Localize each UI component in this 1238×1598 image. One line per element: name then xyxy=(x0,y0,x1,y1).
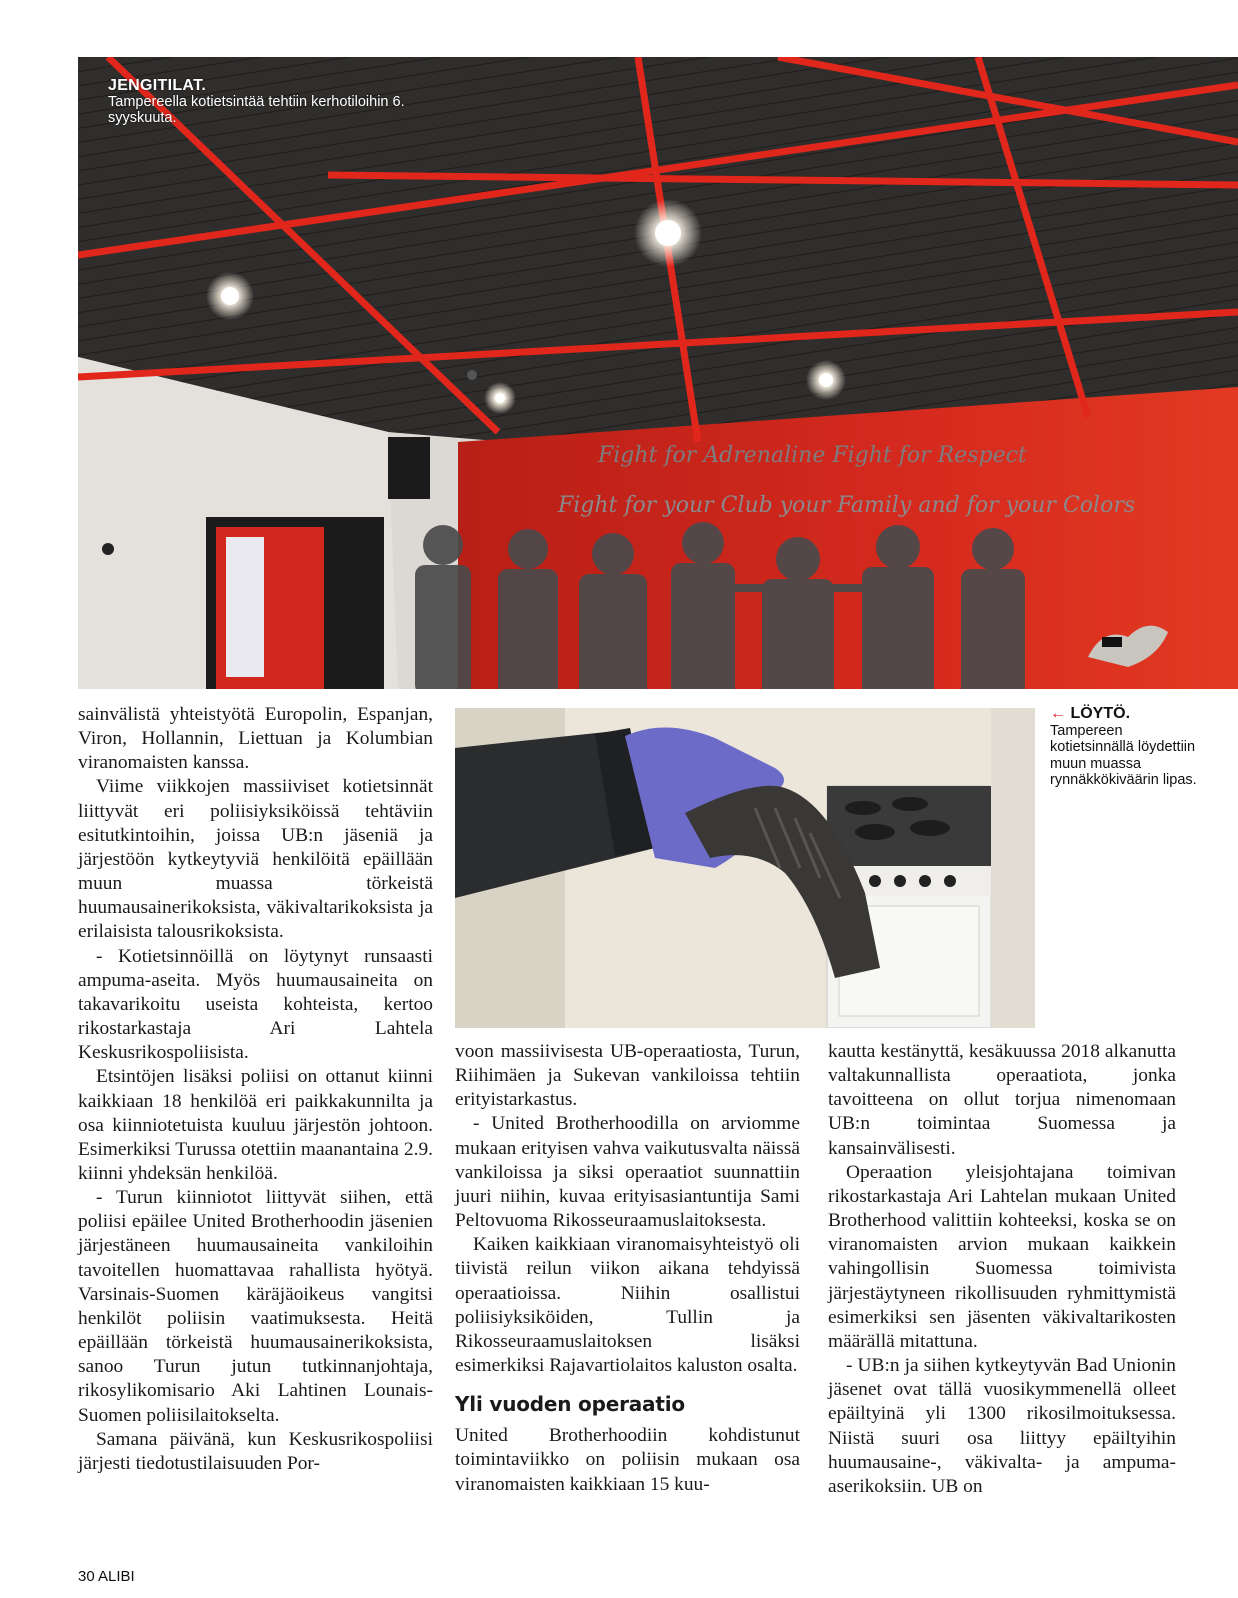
clubhouse-illustration xyxy=(78,57,1238,689)
paragraph: Etsintöjen lisäksi poliisi on ottanut kiinni kaikkiaan 18 henkilöä eri paikkakunnilta ja osa kiinniotetuista kuuluu järjestön johtoon. Esimerkiksi Turussa otettiin maanantaina 2.9. kiinni yhdeksän henkilöä. xyxy=(78,1066,433,1184)
paragraph: - Kotietsinnöillä on löytynyt runsaasti ampuma-aseita. Myös huumausaineita on takavarikoitu useista kohteista, kertoo rikostarkastaja Ari Lahtela Keskusrikospoliisista. xyxy=(78,945,433,1064)
article-column-3 xyxy=(828,1040,1176,1499)
paragraph: Kaiken kaikkiaan viranomaisyhteistyö oli tiivistä reilun viikon aikana tehdyissä operaatioissa. Niihin osallistui poliisiyksiköiden, Tullin ja Rikosseuraamuslaitoksen lisäksi esimerkiksi Rajavartiolaitos kaluston osalta. xyxy=(455,1234,800,1377)
arrow-left-icon: ← xyxy=(1050,705,1066,722)
photo-clubhouse xyxy=(78,57,1238,689)
caption-text: Tampereen kotietsinnällä löydettiin muun muassa rynnäkkökiväärin lipas. xyxy=(1050,722,1197,788)
paragraph: - United Brotherhoodilla on arviomme mukaan erityisen vahva vaikutusvalta näissä vankiloissa ja siksi operaatiot suunnattiin juuri niihin, kuvaa erityisasiantuntija Sami Peltovuoma Rikosseuraamuslaitoksesta. xyxy=(455,1113,800,1232)
caption-heading: LÖYTÖ. xyxy=(1070,705,1131,722)
paragraph: kautta kestänyttä, kesäkuussa 2018 alkanutta valtakunnallista operaatiota, jonka tavoitteena on ollut torjua nimenomaan UB:n toimintaa Suomessa ja kansainvälisesti. xyxy=(828,1041,1176,1159)
article-column-2 xyxy=(455,1040,800,1497)
article-column-1 xyxy=(78,703,433,1476)
paragraph: - Turun kiinniotot liittyvät siihen, että poliisi epäilee United Brotherhoodin jäsenien järjestäneen huumausaineita vankiloihin tavoitellen huomattavaa rahallista hyötyä. Varsinais-Suomen käräjäoikeus vangitsi henkilöt poliisin vaatimuksesta. Heitä epäillään törkeistä huumausainerikoksista, sanoo Turun jutun tutkinnanjohtaja, rikosylikomisario Aki Lahtinen Lounais-Suomen poliisilaitokselta. xyxy=(78,1187,433,1426)
photo-top-caption xyxy=(108,78,408,126)
paragraph: Viime viikkojen massiiviset kotietsinnät liittyvät eri poliisiyksiköissä tehtäviin esitutkintoihin, joissa UB:n jäseniä ja järjestöön kytkeytyviä henkilöitä epäillään muun muassa törkeistä huumausainerikoksista, väkivaltarikoksista ja erilaisista talousrikoksista. xyxy=(78,776,433,943)
paragraph: voon massiivisesta UB-operaatiosta, Turun, Riihimäen ja Sukevan vankiloissa tehtiin erityistarkastus. xyxy=(455,1041,800,1111)
paragraph: Operaation yleisjohtajana toimivan rikostarkastaja Ari Lahtelan mukaan United Brotherhood valittiin kohteeksi, koska se on viranomaisten arvion mukaan kaikkein vahingollisin Suomessa toimivista järjestäytyneen rikollisuuden ryhmittymistä esimerkiksi sen jäsenten väkivaltarikosten määrällä mitattuna. xyxy=(828,1161,1176,1352)
wall-slogan-1: Fight for Adrenaline Fight for Respect xyxy=(598,443,1027,468)
paragraph: - UB:n ja siihen kytkeytyvän Bad Unionin jäsenet ovat tällä vuosikymmenellä olleet epäiltyinä yli 1300 rikosilmoituksessa. Niistä suuri osa liittyy epäiltyihin huumausaine-, väkivalta- ja ampuma-aserikoksiin. UB on xyxy=(828,1355,1176,1497)
wall-slogan-2: Fight for your Club your Family and for your Colors xyxy=(558,493,1136,518)
page-folio: 30 ALIBI xyxy=(78,1568,135,1585)
caption-text: Tampereella kotietsintää tehtiin kerhotiloihin 6. syyskuuta. xyxy=(108,94,405,126)
section-subheading: Yli vuoden operaatio xyxy=(455,1392,685,1417)
caption-heading: JENGITILAT. xyxy=(108,77,207,94)
paragraph: United Brotherhoodiin kohdistunut toimintaviikko on poliisin mukaan osa viranomaisten kaikkiaan 15 kuu- xyxy=(455,1425,800,1495)
magazine-illustration xyxy=(455,708,1035,1028)
photo-mid-caption xyxy=(1050,706,1210,789)
paragraph: sainvälistä yhteistyötä Europolin, Espanjan, Viron, Hollannin, Liettuan ja Kolumbian viranomaisten kanssa. xyxy=(78,704,433,774)
photo-magazine xyxy=(455,708,1035,1028)
paragraph: Samana päivänä, kun Keskusrikospoliisi järjesti tiedotustilaisuuden Por- xyxy=(78,1428,433,1474)
